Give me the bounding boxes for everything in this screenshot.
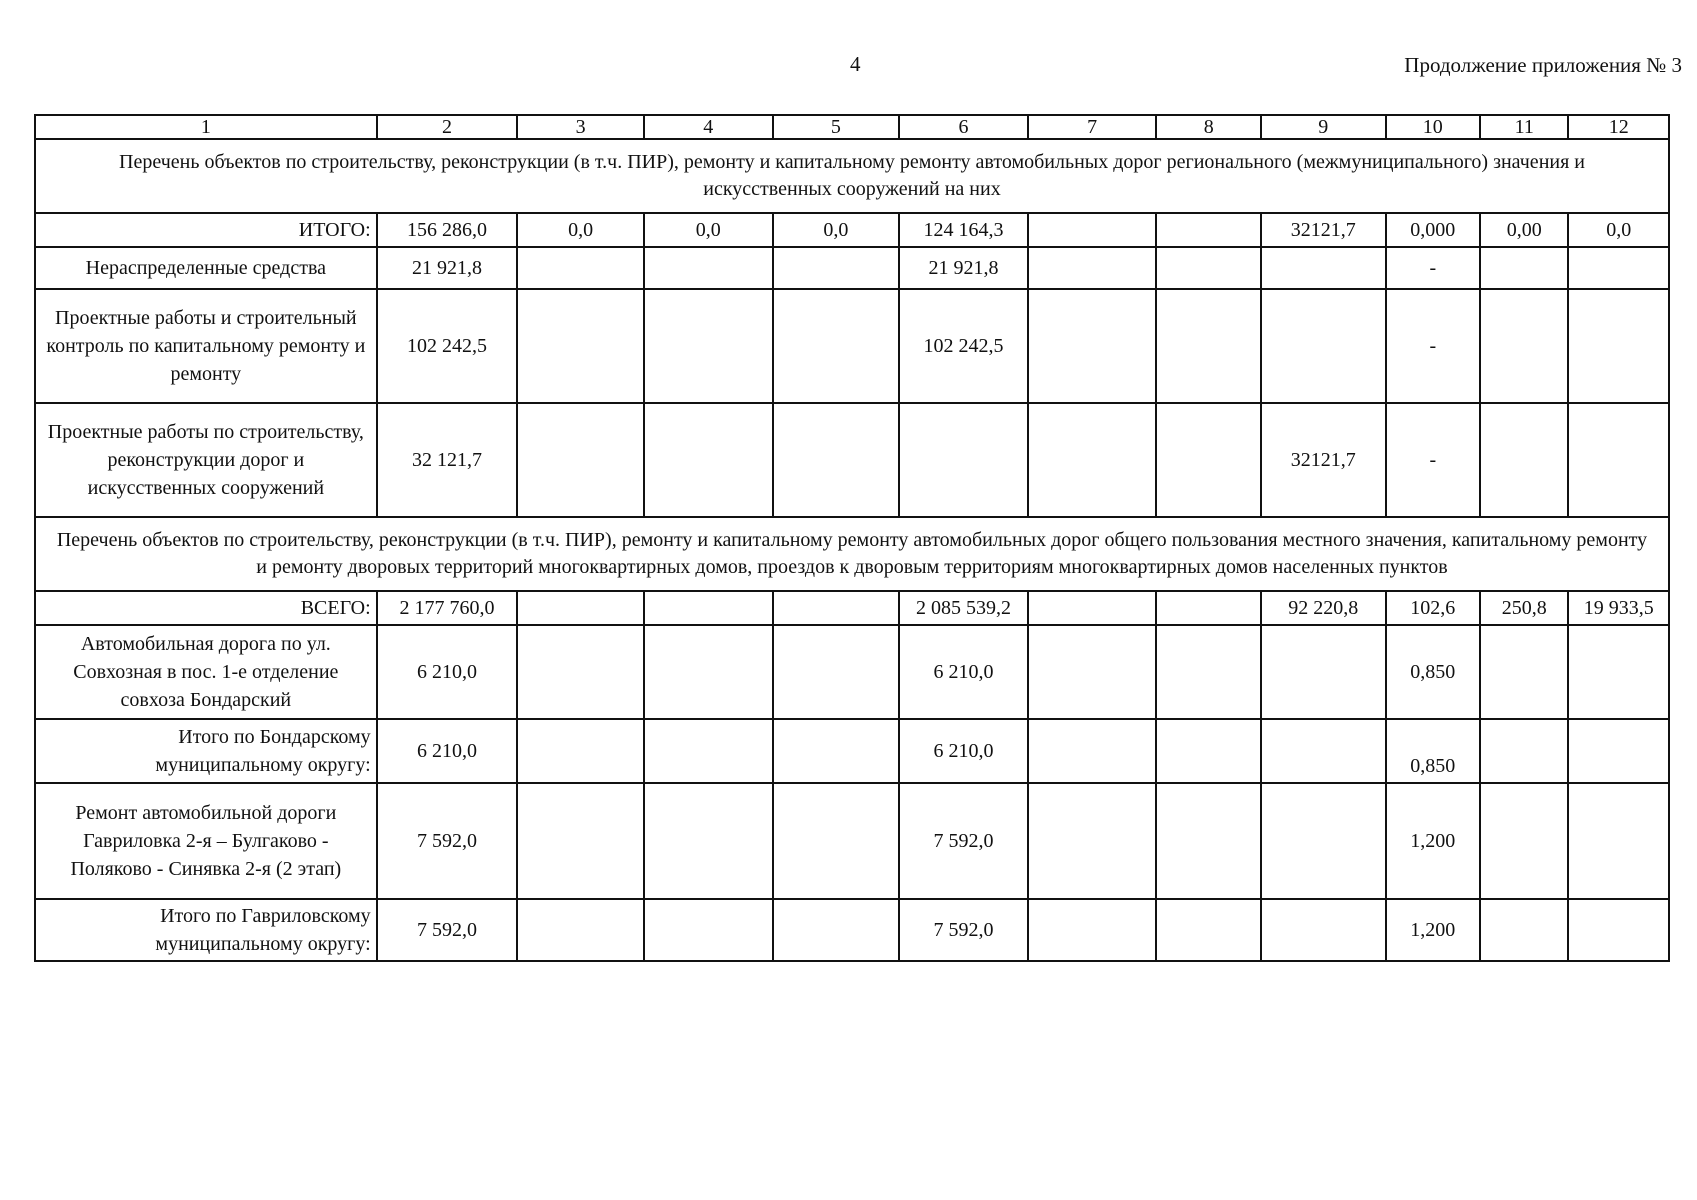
table-cell: [773, 625, 900, 719]
section-title: Перечень объектов по строительству, реконструкции (в т.ч. ПИР), ремонту и капитальному ремонту автомобильных дорог регионального (межмуниципального) значения и искусственных сооружений на них: [35, 139, 1669, 213]
table-cell: [1568, 403, 1669, 517]
table-cell: [1156, 625, 1261, 719]
table-cell: [644, 719, 773, 783]
row-label: Проектные работы и строительный контроль по капитальному ремонту и ремонту: [35, 289, 377, 403]
table-cell: [773, 899, 900, 961]
col-number: 9: [1261, 115, 1386, 139]
table-cell: [1480, 783, 1568, 899]
table-cell: 7 592,0: [377, 899, 518, 961]
section-header-row: [35, 517, 1669, 591]
col-number: 6: [899, 115, 1028, 139]
table-cell: [644, 899, 773, 961]
table-cell: [1156, 719, 1261, 783]
table-cell: 32121,7: [1261, 213, 1386, 247]
table-cell: [644, 783, 773, 899]
table-cell: 7 592,0: [899, 899, 1028, 961]
row-label: Проектные работы по строительству, реконструкции дорог и искусственных сооружений: [35, 403, 377, 517]
table-cell: [1028, 403, 1157, 517]
row-label: Ремонт автомобильной дороги Гавриловка 2-я – Булгаково - Поляково - Синявка 2-я (2 этап): [35, 783, 377, 899]
table-cell: [1480, 247, 1568, 289]
table-cell: [899, 403, 1028, 517]
table-cell: [1568, 247, 1669, 289]
col-number: 11: [1480, 115, 1568, 139]
table-row: [35, 625, 1669, 719]
table-cell: 6 210,0: [899, 625, 1028, 719]
table-cell: 102 242,5: [377, 289, 518, 403]
table-cell: [1028, 899, 1157, 961]
col-number: 4: [644, 115, 773, 139]
row-label: Итого по Гавриловскому муниципальному округу:: [35, 899, 377, 961]
table-cell: [1156, 783, 1261, 899]
table-cell: 2 085 539,2: [899, 591, 1028, 625]
table-cell: [1156, 247, 1261, 289]
table-cell: [1156, 403, 1261, 517]
col-number: 10: [1386, 115, 1480, 139]
table-cell: [1028, 591, 1157, 625]
col-number: 12: [1568, 115, 1669, 139]
table-cell: [773, 403, 900, 517]
table-cell: -: [1386, 289, 1480, 403]
page-number: 4: [850, 52, 861, 76]
table-cell: [517, 899, 644, 961]
table-cell: [1480, 719, 1568, 783]
table-row: [35, 591, 1669, 625]
table-cell: 0,850: [1386, 625, 1480, 719]
table-cell: 0,000: [1386, 213, 1480, 247]
table-cell: [517, 403, 644, 517]
table-cell: [1480, 403, 1568, 517]
row-label: Итого по Бондарскому муниципальному округу:: [35, 719, 377, 783]
table-cell: -: [1386, 403, 1480, 517]
table-cell: [1261, 625, 1386, 719]
table-cell: -: [1386, 247, 1480, 289]
table-cell: 1,200: [1386, 783, 1480, 899]
table-cell: 0,0: [517, 213, 644, 247]
table-cell: [1480, 625, 1568, 719]
table-cell: [644, 247, 773, 289]
table-row: [35, 403, 1669, 517]
table-cell: [1568, 899, 1669, 961]
table-cell: [1261, 719, 1386, 783]
table-cell: [1568, 719, 1669, 783]
table-cell: [517, 289, 644, 403]
table-cell: [1028, 719, 1157, 783]
section-title: Перечень объектов по строительству, реконструкции (в т.ч. ПИР), ремонту и капитальному ремонту автомобильных дорог общего пользования местного значения, капитальному ремонту и ремонту дворовых территорий многоквартирных домов, проездов к дворовым территориям многоквартирных домов населенных пунктов: [35, 517, 1669, 591]
table-cell: [773, 289, 900, 403]
table-cell: [1028, 783, 1157, 899]
table-cell: 19 933,5: [1568, 591, 1669, 625]
table-cell: [1568, 625, 1669, 719]
table-cell: [517, 625, 644, 719]
table-cell: [1261, 783, 1386, 899]
table-cell: [1261, 289, 1386, 403]
table-cell: [1261, 899, 1386, 961]
table-cell: [773, 783, 900, 899]
table-cell: 0,00: [1480, 213, 1568, 247]
table-cell: 0,0: [644, 213, 773, 247]
table-cell: [1480, 289, 1568, 403]
table-cell: [517, 783, 644, 899]
table-cell: 0,850: [1386, 719, 1480, 783]
section-header-row: [35, 139, 1669, 213]
appendix-table: [34, 114, 1670, 962]
table-cell: [1156, 899, 1261, 961]
col-number: 8: [1156, 115, 1261, 139]
table-cell: 7 592,0: [899, 783, 1028, 899]
table-cell: [517, 719, 644, 783]
table-cell: 92 220,8: [1261, 591, 1386, 625]
table-cell: [1568, 783, 1669, 899]
table-cell: 21 921,8: [899, 247, 1028, 289]
row-label: ВСЕГО:: [35, 591, 377, 625]
table-cell: [1480, 899, 1568, 961]
table-cell: [1156, 213, 1261, 247]
table-cell: [1261, 247, 1386, 289]
col-number: 1: [35, 115, 377, 139]
table-cell: [1156, 591, 1261, 625]
table-cell: 102,6: [1386, 591, 1480, 625]
row-label: ИТОГО:: [35, 213, 377, 247]
col-number: 5: [773, 115, 900, 139]
table-cell: [1028, 213, 1157, 247]
col-number: 3: [517, 115, 644, 139]
table-cell: 32 121,7: [377, 403, 518, 517]
table-cell: 0,0: [773, 213, 900, 247]
table-cell: [1028, 625, 1157, 719]
row-label: Автомобильная дорога по ул. Совхозная в пос. 1-е отделение совхоза Бондарский: [35, 625, 377, 719]
col-number: 2: [377, 115, 518, 139]
table-cell: [644, 591, 773, 625]
table-cell: [644, 403, 773, 517]
table-cell: 6 210,0: [377, 719, 518, 783]
table-cell: 2 177 760,0: [377, 591, 518, 625]
table-cell: [1028, 289, 1157, 403]
col-number: 7: [1028, 115, 1157, 139]
table-row: [35, 247, 1669, 289]
table-cell: [773, 591, 900, 625]
table-row: [35, 899, 1669, 961]
table-row: [35, 213, 1669, 247]
table-cell: 32121,7: [1261, 403, 1386, 517]
table-cell: [1028, 247, 1157, 289]
table-row: [35, 289, 1669, 403]
appendix-note: Продолжение приложения № 3: [1404, 53, 1682, 77]
table-cell: 21 921,8: [377, 247, 518, 289]
table-cell: [644, 625, 773, 719]
table-cell: 6 210,0: [899, 719, 1028, 783]
column-number-row: [35, 115, 1669, 139]
table-cell: 0,0: [1568, 213, 1669, 247]
row-label: Нераспределенные средства: [35, 247, 377, 289]
table-cell: 250,8: [1480, 591, 1568, 625]
table-row: [35, 719, 1669, 783]
table-cell: 6 210,0: [377, 625, 518, 719]
table-row: [35, 783, 1669, 899]
table-cell: 124 164,3: [899, 213, 1028, 247]
table-cell: [1156, 289, 1261, 403]
table-cell: [1568, 289, 1669, 403]
table-cell: 102 242,5: [899, 289, 1028, 403]
table-cell: 156 286,0: [377, 213, 518, 247]
table-cell: [517, 591, 644, 625]
table-cell: 7 592,0: [377, 783, 518, 899]
table-cell: [773, 247, 900, 289]
table-cell: [773, 719, 900, 783]
table-cell: [644, 289, 773, 403]
table-cell: 1,200: [1386, 899, 1480, 961]
table-cell: [517, 247, 644, 289]
